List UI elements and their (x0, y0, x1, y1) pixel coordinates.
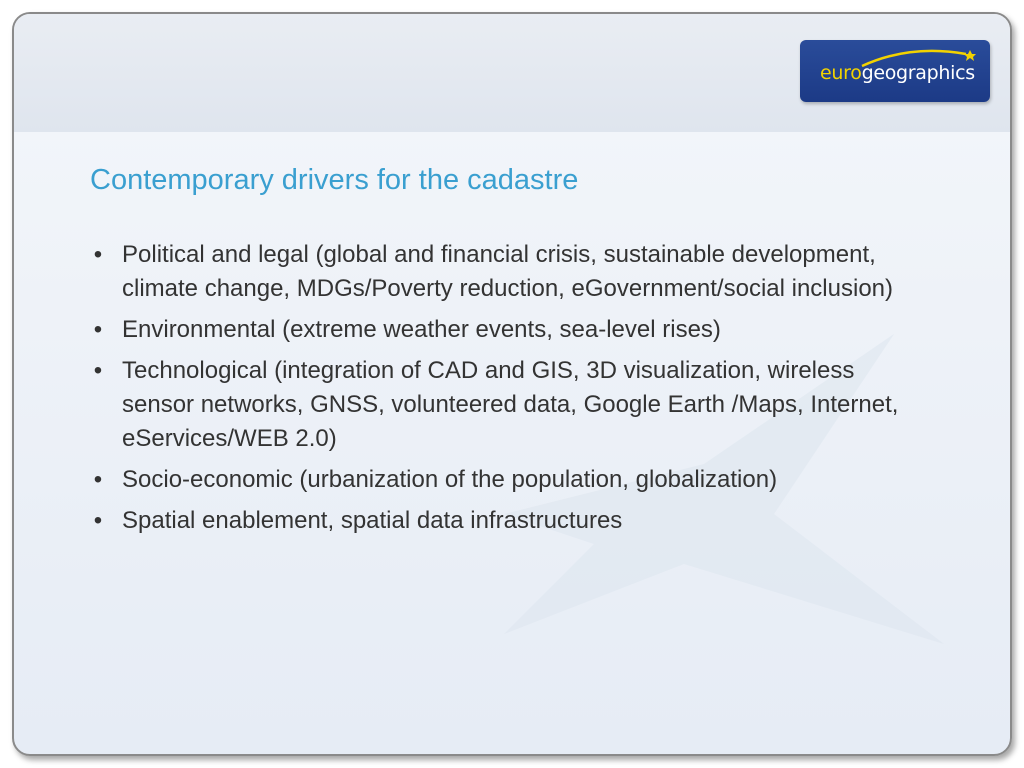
bullet-mark: • (93, 357, 103, 384)
bullet-text: Socio-economic (urbanization of the population, globalization) (122, 466, 778, 493)
bullet-text: Political and legal (global and financial crisis, sustainable development, climate change, MDGs/Poverty reduction, eGovernment/social inclusion) (122, 241, 893, 302)
bullet-text: Environmental (extreme weather events, sea-level rises) (122, 316, 721, 343)
bullet-mark: • (93, 241, 103, 268)
bullet-list (88, 238, 918, 545)
slide-frame (12, 12, 1012, 756)
bullet-mark: • (93, 466, 103, 493)
slide-title: Contemporary drivers for the cadastre (90, 164, 579, 196)
bullet-item (88, 463, 918, 497)
logo-euro-text: euro (820, 62, 862, 84)
bullet-mark: • (93, 507, 103, 534)
bullet-text: Technological (integration of CAD and GIS, 3D visualization, wireless sensor networks, GNSS, volunteered data, Google Earth /Maps, Internet, eServices/WEB 2.0) (122, 357, 899, 452)
logo-geographics-text: geographics (861, 62, 975, 84)
bullet-item (88, 313, 918, 347)
bullet-item (88, 238, 918, 306)
logo-wordmark (820, 62, 975, 84)
bullet-item (88, 354, 918, 456)
bullet-text: Spatial enablement, spatial data infrastructures (122, 507, 623, 534)
bullet-item (88, 504, 918, 538)
bullet-mark: • (93, 316, 103, 343)
eurogeographics-logo (800, 40, 990, 102)
